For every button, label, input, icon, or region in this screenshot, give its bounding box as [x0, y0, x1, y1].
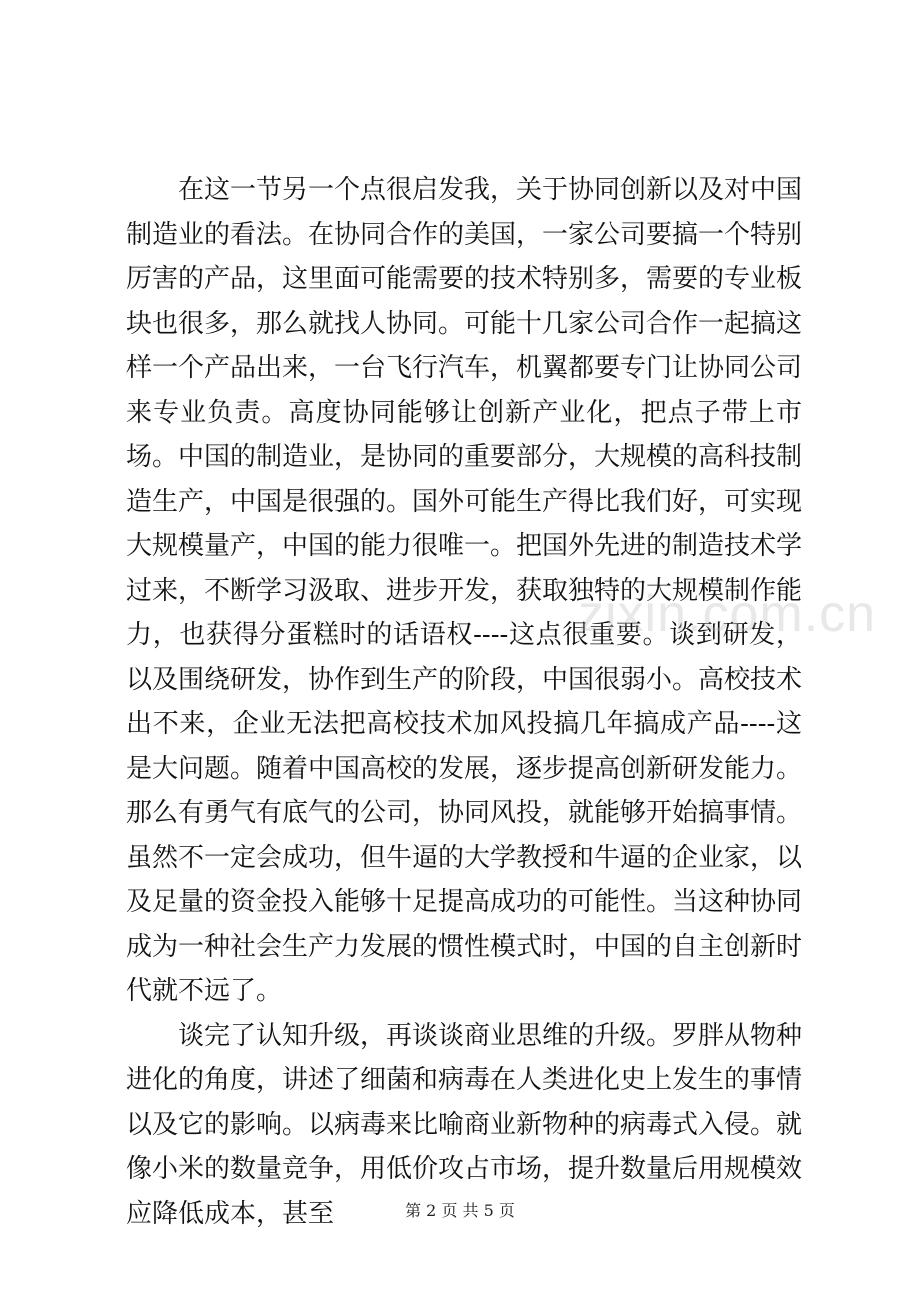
paragraph-1: 在这一节另一个点很启发我，关于协同创新以及对中国制造业的看法。在协同合作的美国，一家公司要搞一个特别厉害的产品，这里面可能需要的技术特别多，需要的专业板块也很多，那么就找人协同。可能十几家公司合作一起搞这样一个产品出来，一台飞行汽车，机翼都要专门让协同公司来专业负责。高度协同能够让创新产业化，把点子带上市场。中国的制造业，是协同的重要部分，大规模的高科技制造生产，中国是很强的。国外可能生产得比我们好，可实现大规模量产，中国的能力很唯一。把国外先进的制造技术学过来，不断学习汲取、进步开发，获取独特的大规模制作能力，也获得分蛋糕时的话语权----这点很重要。谈到研发，以及围绕研发，协作到生产的阶段，中国很弱小。高校技术出不来，企业无法把高校技术加风投搞几年搞成产品----这是大问题。随着中国高校的发展，逐步提高创新研发能力。那么有勇气有底气的公司，协同风投，就能够开始搞事情。虽然不一定会成功，但牛逼的大学教授和牛逼的企业家，以及足量的资金投入能够十足提高成功的可能性。当这种协同成为一种社会生产力发展的惯性模式时，中国的自主创新时代就不远了。 — [126, 175, 803, 1006]
page-footer: 第 2 页 共 5 页 — [405, 1201, 515, 1220]
body-text — [126, 168, 802, 1236]
watermark: zixin.com.cn — [578, 585, 877, 643]
paragraph-2: 谈完了认知升级，再谈谈商业思维的升级。罗胖从物种进化的角度，讲述了细菌和病毒在人类进化史上发生的事情以及它的影响。以病毒来比喻商业新物种的病毒式入侵。就像小米的数量竞争，用低价攻占市场，提升数量后用规模效应降低成本，甚至 — [126, 1020, 803, 1229]
